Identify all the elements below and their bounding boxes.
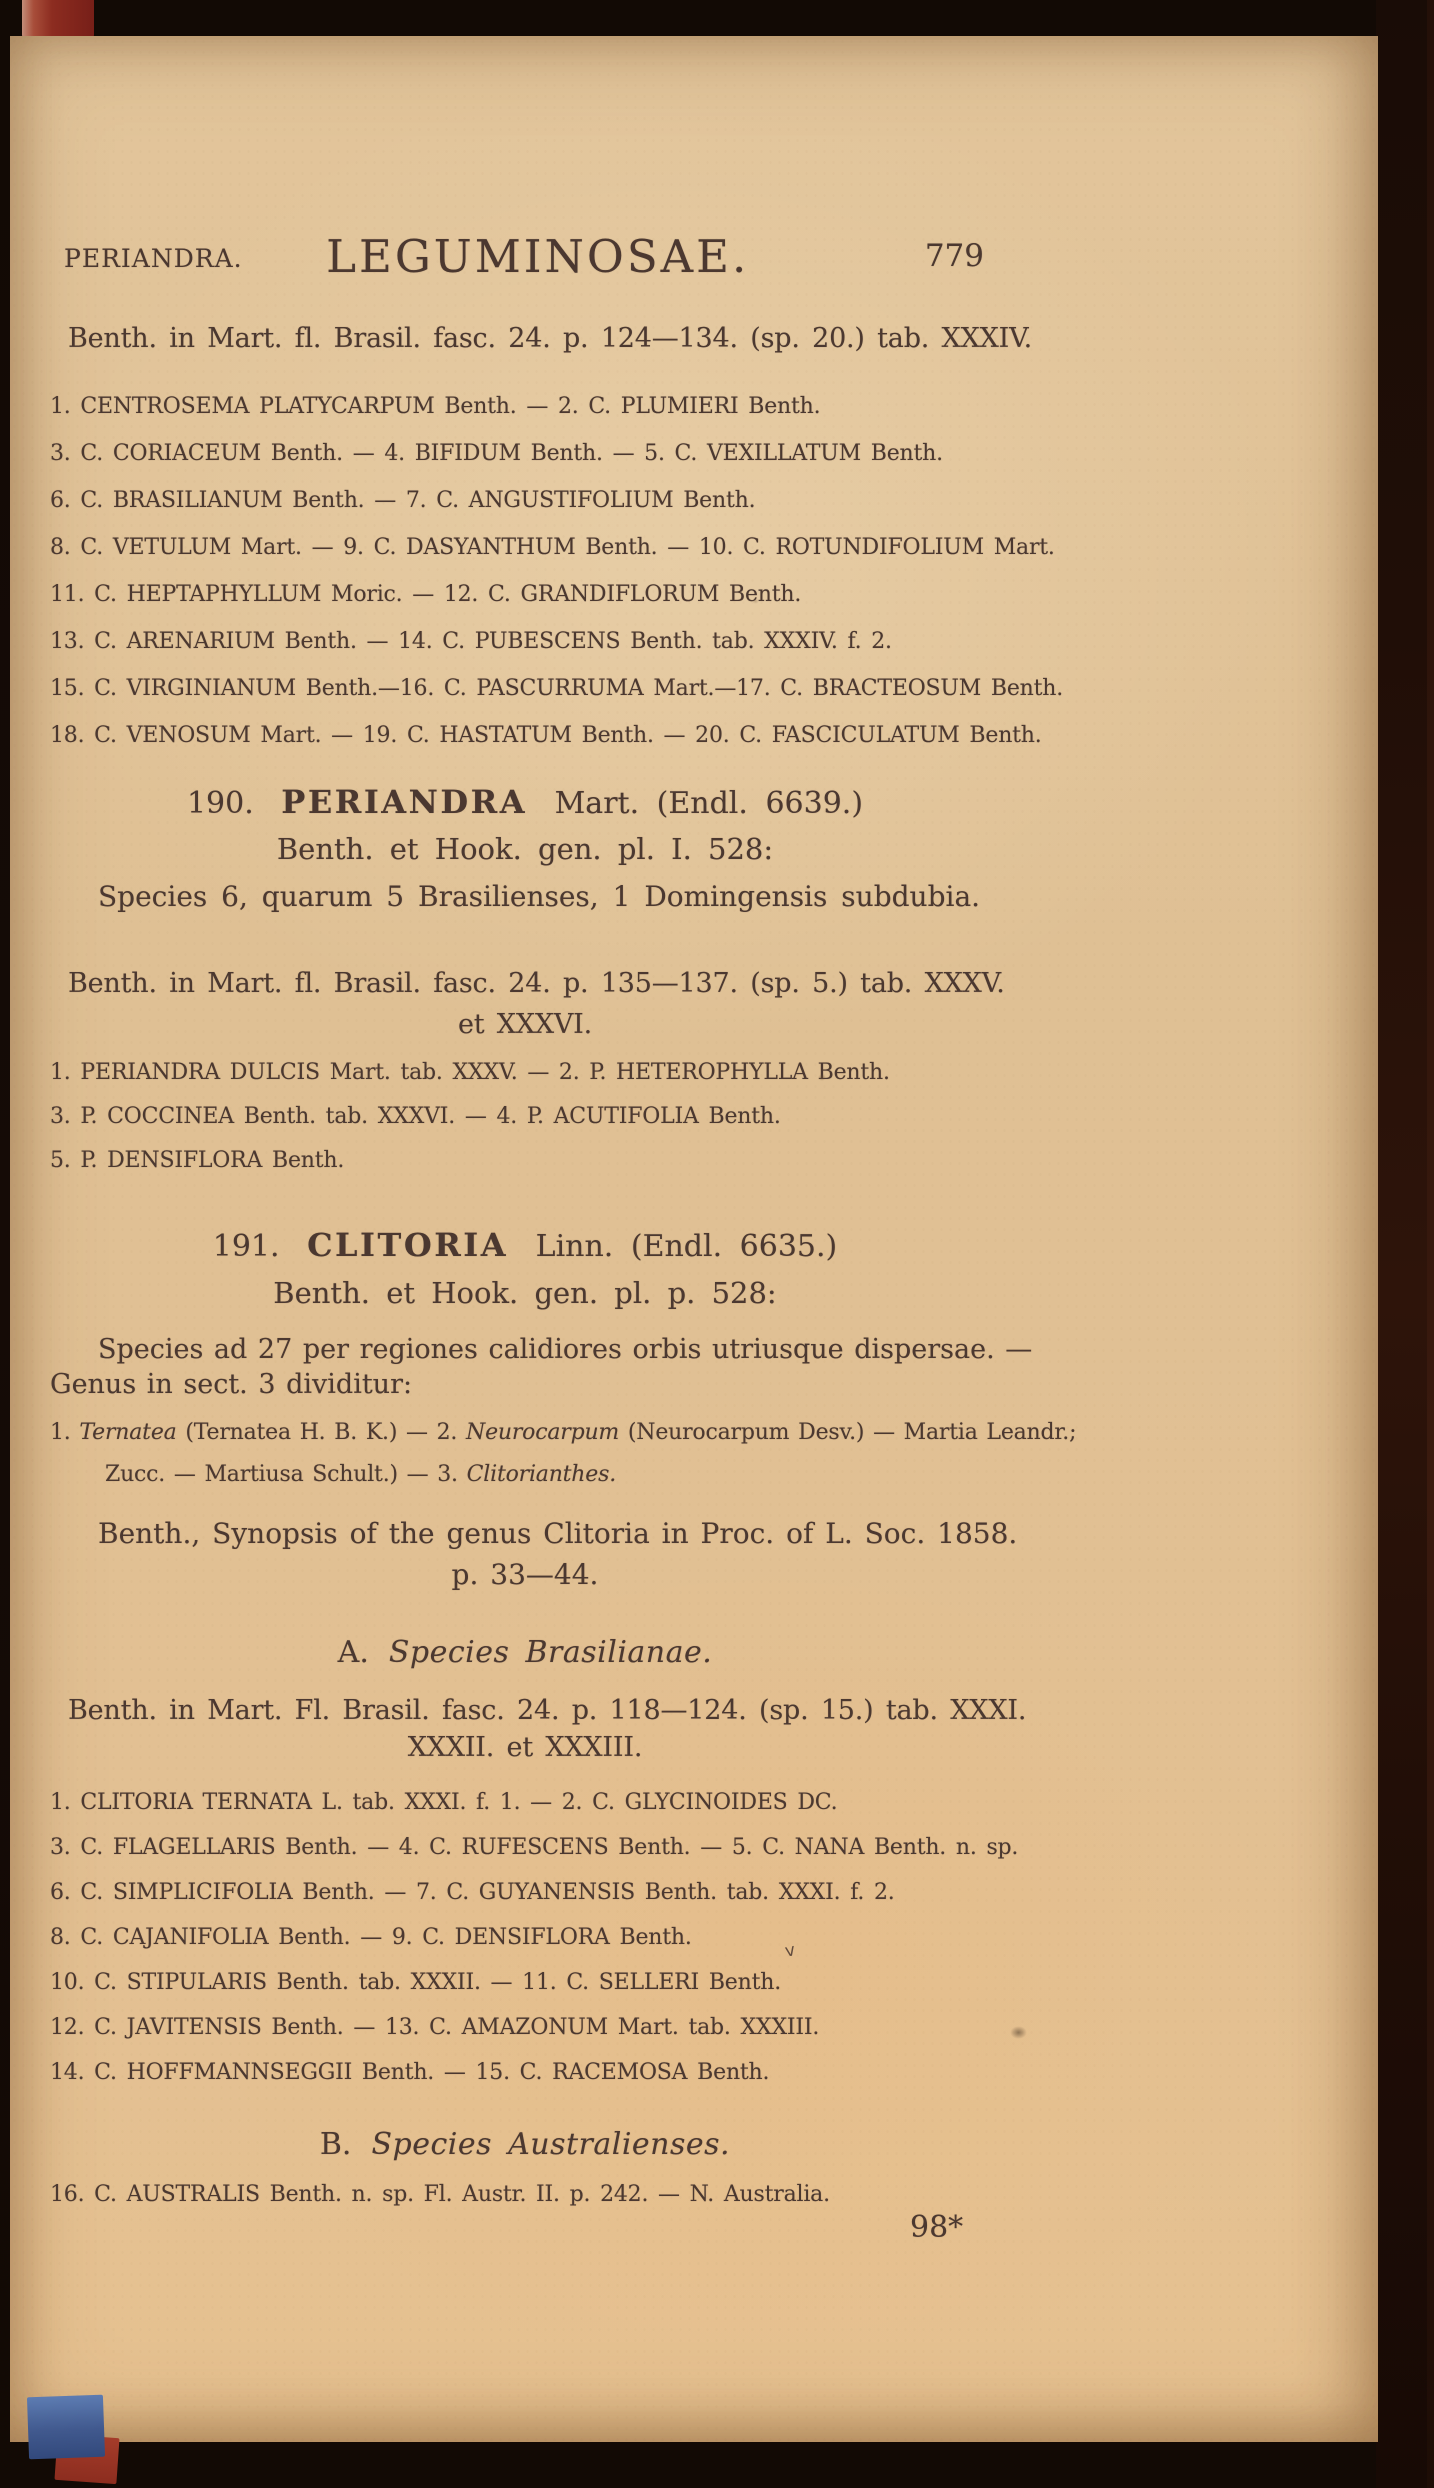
species-line: 11. C. HEPTAPHYLLUM Moric. — 12. C. GRANDIFLORUM Benth. [50, 582, 802, 607]
section-label: A. [337, 1635, 369, 1670]
species-line: 1. PERIANDRA DULCIS Mart. tab. XXXV. — 2. P. HETEROPHYLLA Benth. [50, 1060, 890, 1085]
synopsis-line: Benth., Synopsis of the genus Clitoria in Proc. of L. Soc. 1858. [98, 1517, 1018, 1550]
species-line: 12. C. JAVITENSIS Benth. — 13. C. AMAZONUM Mart. tab. XXXIII. [50, 2015, 820, 2040]
periandra-species-note [50, 880, 1000, 913]
section-label: B. [319, 2127, 352, 2162]
species-line: 5. P. DENSIFLORA Benth. [50, 1148, 345, 1173]
species-line: 3. C. CORIACEUM Benth. — 4. BIFIDUM Benth. — 5. C. VEXILLATUM Benth. [50, 441, 943, 466]
periandra-species-list [50, 1051, 1000, 1183]
reference-line-continuation: et XXXVI. [457, 1009, 593, 1040]
species-line: 3. C. FLAGELLARIS Benth. — 4. C. RUFESCENS Benth. — 5. C. NANA Benth. n. sp. [50, 1835, 1019, 1860]
clitoria-gen-pl-line: Benth. et Hook. gen. pl. p. 528: [273, 1276, 777, 1310]
paper-speck [818, 1074, 826, 1081]
scan-dark-margin [1376, 0, 1434, 2488]
signature-mark: 98* [910, 2210, 964, 2245]
clitoria-sections [50, 1412, 1077, 1496]
species-line: 8. C. VETULUM Mart. — 9. C. DASYANTHUM Benth. — 10. C. ROTUNDIFOLIUM Mart. [50, 535, 1055, 560]
sections-line [50, 1454, 1000, 1496]
section-title: Species Australienses. [371, 2127, 731, 2162]
genus-name: PERIANDRA [281, 783, 528, 821]
page-number: 779 [924, 238, 984, 274]
species-line: 3. P. COCCINEA Benth. tab. XXXVI. — 4. P. ACUTIFOLIA Benth. [50, 1104, 781, 1129]
genus-name: CLITORIA [307, 1226, 509, 1264]
genus-authority: Linn. (Endl. 6635.) [535, 1229, 838, 1264]
section-b-heading [50, 2127, 1000, 2162]
species-line: 1. CLITORIA TERNATA L. tab. XXXI. f. 1. — 2. C. GLYCINOIDES DC. [50, 1790, 838, 1815]
clitoria-species-note [50, 1332, 1033, 1402]
reference-line: Benth. in Mart. Fl. Brasil. fasc. 24. p. 118—124. (sp. 15.) tab. XXXI. [68, 1695, 1027, 1726]
species-line: 16. C. AUSTRALIS Benth. n. sp. Fl. Austr. II. p. 242. — N. Australia. [50, 2182, 830, 2207]
running-head [50, 230, 1000, 283]
sections-line [50, 1412, 1077, 1454]
section-synonyms: (Neurocarpum Desv.) — Martia Leandr.; [619, 1420, 1077, 1445]
genus-number: 191. [212, 1229, 280, 1264]
species-line: 10. C. STIPULARIS Benth. tab. XXXII. — 11. C. SELLERI Benth. [50, 1970, 781, 1995]
clitoria-species-list-b [50, 2182, 1000, 2207]
genus-heading-periandra [50, 783, 1000, 821]
section-title: Species Brasilianae. [388, 1635, 713, 1670]
species-line: 8. C. CAJANIFOLIA Benth. — 9. C. DENSIFLORA Benth. [50, 1925, 692, 1950]
species-line: 18. C. VENOSUM Mart. — 19. C. HASTATUM Benth. — 20. C. FASCICULATUM Benth. [50, 723, 1042, 748]
blue-bookmark-tab-bottom [27, 2395, 105, 2460]
genus-authority: Mart. (Endl. 6639.) [554, 786, 864, 821]
reference-line: Benth. in Mart. fl. Brasil. fasc. 24. p. 124—134. (sp. 20.) tab. XXXIV. [68, 323, 1033, 354]
section-name-italic: Ternatea [79, 1420, 177, 1445]
genus-heading-clitoria [50, 1226, 1000, 1264]
section-a-heading [50, 1635, 1000, 1670]
species-line: 1. CENTROSEMA PLATYCARPUM Benth. — 2. C. PLUMIERI Benth. [50, 394, 821, 419]
species-line: 15. C. VIRGINIANUM Benth.—16. C. PASCURRUMA Mart.—17. C. BRACTEOSUM Benth. [50, 676, 1064, 701]
section-synonyms: Zucc. — Martiusa Schult.) — 3. [105, 1462, 467, 1487]
species-line: 13. C. ARENARIUM Benth. — 14. C. PUBESCENS Benth. tab. XXXIV. f. 2. [50, 629, 892, 654]
running-head-left: PERIANDRA. [64, 244, 243, 273]
centrosema-reference [50, 323, 1033, 354]
genus-number: 190. [186, 786, 254, 821]
reference-line: Benth. in Mart. fl. Brasil. fasc. 24. p. 135—137. (sp. 5.) tab. XXXV. [68, 968, 1005, 999]
periandra-reference [50, 963, 1005, 1045]
clitoria-synopsis-reference [50, 1513, 1018, 1595]
species-line: 14. C. HOFFMANNSEGGII Benth. — 15. C. RACEMOSA Benth. [50, 2060, 770, 2085]
red-bookmark-tab-top [22, 0, 94, 38]
book-page [10, 36, 1378, 2442]
section-name-italic: Clitorianthes. [466, 1462, 616, 1487]
section-synonyms: (Ternatea H. B. K.) — 2. [176, 1420, 467, 1445]
stray-pen-mark: v [783, 1940, 797, 1962]
periandra-gen-pl-line: Benth. et Hook. gen. pl. I. 528: [276, 832, 774, 866]
note-line: Species ad 27 per regiones calidiores orbis utriusque dispersae. — [98, 1334, 1033, 1365]
paper-speck [752, 598, 759, 604]
note-line: Genus in sect. 3 dividitur: [50, 1369, 413, 1400]
synopsis-pages: p. 33—44. [451, 1558, 599, 1591]
species-line: 6. C. SIMPLICIFOLIA Benth. — 7. C. GUYANENSIS Benth. tab. XXXI. f. 2. [50, 1880, 895, 1905]
running-head-title: LEGUMINOSAE. [326, 230, 750, 283]
reference-line-continuation: XXXII. et XXXIII. [407, 1732, 643, 1763]
note-line: Species 6, quarum 5 Brasilienses, 1 Domingensis subdubia. [98, 880, 981, 913]
section-name-italic: Neurocarpum [466, 1420, 620, 1445]
clitoria-species-list-a [50, 1780, 1019, 2095]
species-line: 6. C. BRASILIANUM Benth. — 7. C. ANGUSTIFOLIUM Benth. [50, 488, 756, 513]
clitoria-brasil-reference [50, 1692, 1027, 1766]
centrosema-species-list [50, 383, 1064, 759]
section-number: 1. [50, 1420, 80, 1445]
paper-stain [1010, 2026, 1027, 2039]
